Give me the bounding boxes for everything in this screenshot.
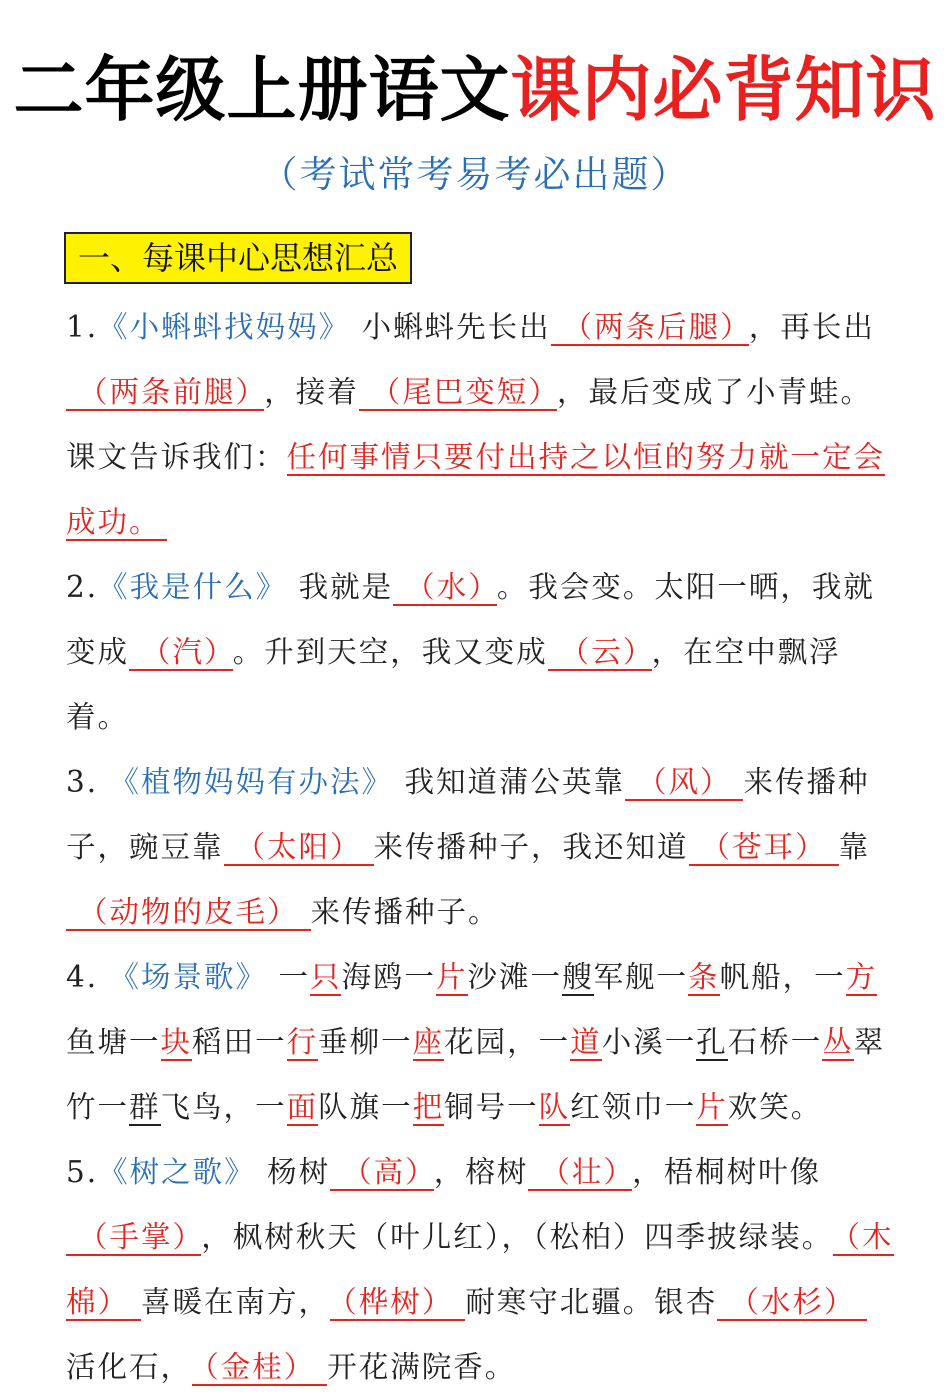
numeral: 一 — [255, 1025, 287, 1059]
answer: （手掌） — [66, 1220, 201, 1256]
answer: （苍耳） — [689, 830, 839, 866]
book-title: 《植物妈妈有办法》 — [109, 765, 394, 799]
answer: （高） — [330, 1155, 434, 1191]
numeral: 一 — [507, 1090, 539, 1124]
numeral: 一 — [656, 960, 689, 994]
title-red-part: 课内必背知识 — [510, 49, 937, 131]
noun: 红领巾 — [570, 1090, 665, 1124]
text: 喜暖在南方， — [141, 1285, 331, 1319]
answer: （水） — [393, 570, 497, 606]
measure-word: 艘 — [562, 960, 594, 994]
numeral: 一 — [530, 960, 563, 994]
text: ，枫树秋天（叶儿红），（松柏）四季披绿装。 — [201, 1220, 834, 1254]
numeral: 一 — [255, 1090, 287, 1124]
measure-word: 片 — [436, 960, 468, 994]
text: 来传播种子，豌豆靠 — [66, 765, 870, 864]
numeral: 一 — [278, 960, 310, 994]
measure-word: 孔 — [696, 1025, 728, 1059]
noun: 海鸥 — [341, 960, 405, 994]
numeral: 一 — [664, 1090, 697, 1124]
measure-word: 块 — [160, 1025, 193, 1059]
text: ，在空中飘浮着。 — [66, 635, 841, 734]
lesson-answer: 任何事情只要付出持之以恒的努力就一定会成功。 — [66, 440, 886, 539]
item-number: 4. — [66, 960, 99, 994]
noun: 小溪 — [601, 1025, 665, 1059]
noun: 稻田 — [192, 1025, 256, 1059]
text: ，榕树 — [433, 1155, 529, 1189]
text: 靠 — [838, 830, 871, 864]
item-2 — [66, 555, 896, 750]
noun: 沙滩 — [467, 960, 531, 994]
text: 活化石， — [66, 1350, 193, 1384]
text: 来传播种子。 — [310, 895, 500, 929]
numeral: 一 — [538, 1025, 571, 1059]
answer: （风） — [625, 765, 744, 801]
text: ，梧桐树叶像 — [632, 1155, 822, 1189]
item-5 — [66, 1140, 896, 1400]
noun: 花园， — [444, 1025, 539, 1059]
measure-word: 只 — [309, 960, 342, 994]
answer: （木棉） — [66, 1220, 894, 1319]
measure-word: 条 — [688, 960, 720, 994]
text: 耐寒守北疆。银杏 — [465, 1285, 718, 1319]
answer: （汽） — [129, 635, 233, 671]
item-number: 1. — [66, 310, 99, 344]
answer: （水杉） — [717, 1285, 867, 1321]
answer: （动物的皮毛） — [66, 895, 311, 931]
numeral: 一 — [129, 1025, 161, 1059]
item-number: 5. — [66, 1155, 99, 1189]
book-title: 《小蝌蚪找妈妈》 — [98, 310, 351, 344]
answer: （两条后腿） — [551, 310, 749, 346]
answer: （云） — [548, 635, 652, 671]
item-number: 2. — [66, 570, 99, 604]
text: 小蝌蚪先长出 — [361, 310, 551, 344]
numeral: 一 — [404, 960, 437, 994]
numeral: 一 — [97, 1090, 130, 1124]
numeral: 一 — [381, 1025, 413, 1059]
measure-word: 丛 — [822, 1025, 854, 1059]
measure-word: 道 — [570, 1025, 602, 1059]
text: ，接着 — [264, 375, 359, 409]
book-title: 《我是什么》 — [98, 570, 288, 604]
book-title: 《场景歌》 — [109, 960, 268, 994]
title-black-part: 二年级上册语文 — [13, 49, 511, 131]
book-title: 《树之歌》 — [98, 1155, 256, 1189]
answer: （尾巴变短） — [359, 375, 557, 411]
answer: （金桂） — [192, 1350, 327, 1386]
text: ，最后变成了小青蛙。课文告诉我们： — [66, 375, 873, 474]
text: 我知道蒲公英靠 — [404, 765, 625, 799]
answer: （两条前腿） — [66, 375, 264, 411]
numeral: 一 — [814, 960, 846, 994]
numeral: 一 — [381, 1090, 413, 1124]
measure-word: 片 — [696, 1090, 728, 1124]
section-heading: 一、每课中心思想汇总 — [64, 232, 412, 284]
item-4 — [66, 945, 896, 1140]
answer: （壮） — [528, 1155, 632, 1191]
noun: 铜号 — [444, 1090, 508, 1124]
measure-word: 队 — [538, 1090, 571, 1124]
text: 来传播种子，我还知道 — [373, 830, 689, 864]
measure-word: 群 — [129, 1090, 161, 1124]
noun: 队旗 — [318, 1090, 382, 1124]
text: 。我会变。太阳一晒，我就变成 — [66, 570, 875, 669]
noun: 军舰 — [593, 960, 657, 994]
measure-word: 面 — [286, 1090, 319, 1124]
noun: 飞鸟， — [160, 1090, 256, 1124]
measure-word: 行 — [286, 1025, 319, 1059]
noun: 帆船， — [719, 960, 815, 994]
answer: （桦树） — [330, 1285, 465, 1321]
noun: 石桥 — [727, 1025, 791, 1059]
noun: 翠竹 — [66, 1025, 886, 1124]
item-number: 3. — [66, 765, 99, 799]
measure-word: 座 — [412, 1025, 445, 1059]
item-3 — [66, 750, 896, 945]
page-subtitle: （考试常考易考必出题） — [260, 153, 690, 196]
page-title — [0, 40, 950, 140]
text: 杨树 — [267, 1155, 331, 1189]
measure-word: 方 — [845, 960, 878, 994]
item-1 — [66, 295, 896, 555]
text: ，再长出 — [748, 310, 875, 344]
measure-word: 把 — [412, 1090, 445, 1124]
text: 开花满院香。 — [327, 1350, 517, 1384]
text: 。升到天空，我又变成 — [232, 635, 548, 669]
noun: 垂柳 — [318, 1025, 382, 1059]
numeral: 一 — [790, 1025, 823, 1059]
content — [66, 295, 896, 1400]
answer: （太阳） — [224, 830, 374, 866]
numeral: 一 — [664, 1025, 697, 1059]
noun: 鱼塘 — [66, 1025, 130, 1059]
text: 我就是 — [298, 570, 394, 604]
noun: 欢笑。 — [727, 1090, 823, 1124]
